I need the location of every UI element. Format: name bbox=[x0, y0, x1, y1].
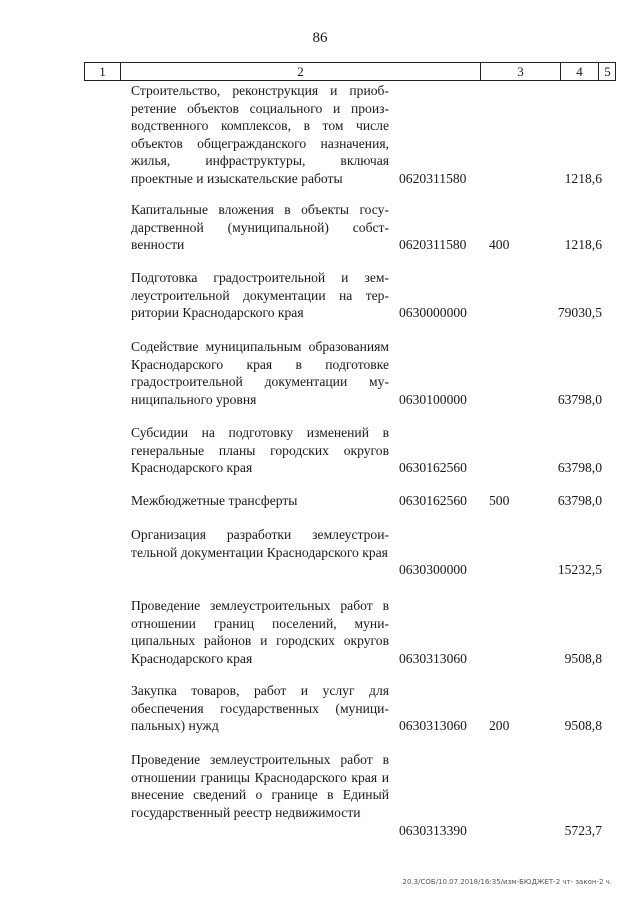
row-amount: 5723,7 bbox=[564, 823, 602, 838]
row-amount: 9508,8 bbox=[564, 651, 602, 666]
row-code: 0630300000 bbox=[399, 562, 467, 577]
row-description: Капитальные вложения в объекты государственной (муниципальной) собственности bbox=[131, 202, 389, 253]
row-description: Закупка товаров, работ и услуг для обеспечения государственных (муниципальных) нужд bbox=[131, 683, 389, 734]
row-description: Подготовка градостроительной и землеустроительной документации на территории Краснодарского края bbox=[131, 270, 389, 321]
row-code: 0630313390 bbox=[399, 823, 467, 838]
row-description: Организация разработки землеустроительной документации Краснодарского края bbox=[131, 527, 389, 560]
column-header-1: 1 bbox=[85, 63, 121, 80]
table-header-row bbox=[84, 62, 616, 81]
row-amount: 63798,0 bbox=[557, 460, 602, 475]
row-description: Строительство, реконструкция и приобретение объектов социального и производственного комплексов, в том числе объектов общегражданского назначения, жилья, инфраструктуры, включая проектные и изыскательские работы bbox=[131, 83, 389, 186]
row-code: 0630162560 bbox=[399, 460, 467, 475]
row-amount: 79030,5 bbox=[557, 305, 602, 320]
column-header-4: 4 bbox=[561, 63, 599, 80]
row-amount: 1218,6 bbox=[564, 237, 602, 252]
row-description: Проведение землеустроительных работ в отношении границ поселений, муниципальных районов и городских округов Краснодарского края bbox=[131, 598, 389, 666]
row-amount: 63798,0 bbox=[557, 392, 602, 407]
row-code: 0630313060 bbox=[399, 651, 467, 666]
row-description: Субсидии на подготовку изменений в генеральные планы городских округов Краснодарского края bbox=[131, 425, 389, 476]
row-code: 0630162560 bbox=[399, 493, 467, 508]
row-amount: 9508,8 bbox=[564, 718, 602, 733]
row-type: 200 bbox=[489, 718, 510, 733]
column-header-2: 2 bbox=[121, 63, 481, 80]
row-code: 0630313060 bbox=[399, 718, 467, 733]
row-code: 0630100000 bbox=[399, 392, 467, 407]
row-code: 0620311580 bbox=[399, 171, 467, 186]
row-description: Межбюджетные трансферты bbox=[131, 493, 298, 508]
row-description: Содействие муниципальным образованиям Краснодарского края в подготовке градостроительной документации муниципального уровня bbox=[131, 339, 389, 407]
column-header-3: 3 bbox=[481, 63, 561, 80]
page-number: 86 bbox=[312, 30, 328, 46]
column-header-5: 5 bbox=[604, 64, 611, 79]
row-type: 400 bbox=[489, 237, 510, 252]
row-amount: 63798,0 bbox=[557, 493, 602, 508]
row-amount: 15232,5 bbox=[557, 562, 602, 577]
row-type: 500 bbox=[489, 493, 510, 508]
row-code: 0630000000 bbox=[399, 305, 467, 320]
row-amount: 1218,6 bbox=[564, 171, 602, 186]
row-code: 0620311580 bbox=[399, 237, 467, 252]
footer-file-stamp: 20.3/СОБ/10.07.2018/16:35/изм-БЮДЖЕТ-2 чт- закон-2 ч. bbox=[402, 878, 612, 886]
row-description: Проведение землеустроительных работ в отношении границы Краснодарского края и внесение сведений о границе в Единый государственный реестр недвижимости bbox=[131, 752, 389, 820]
